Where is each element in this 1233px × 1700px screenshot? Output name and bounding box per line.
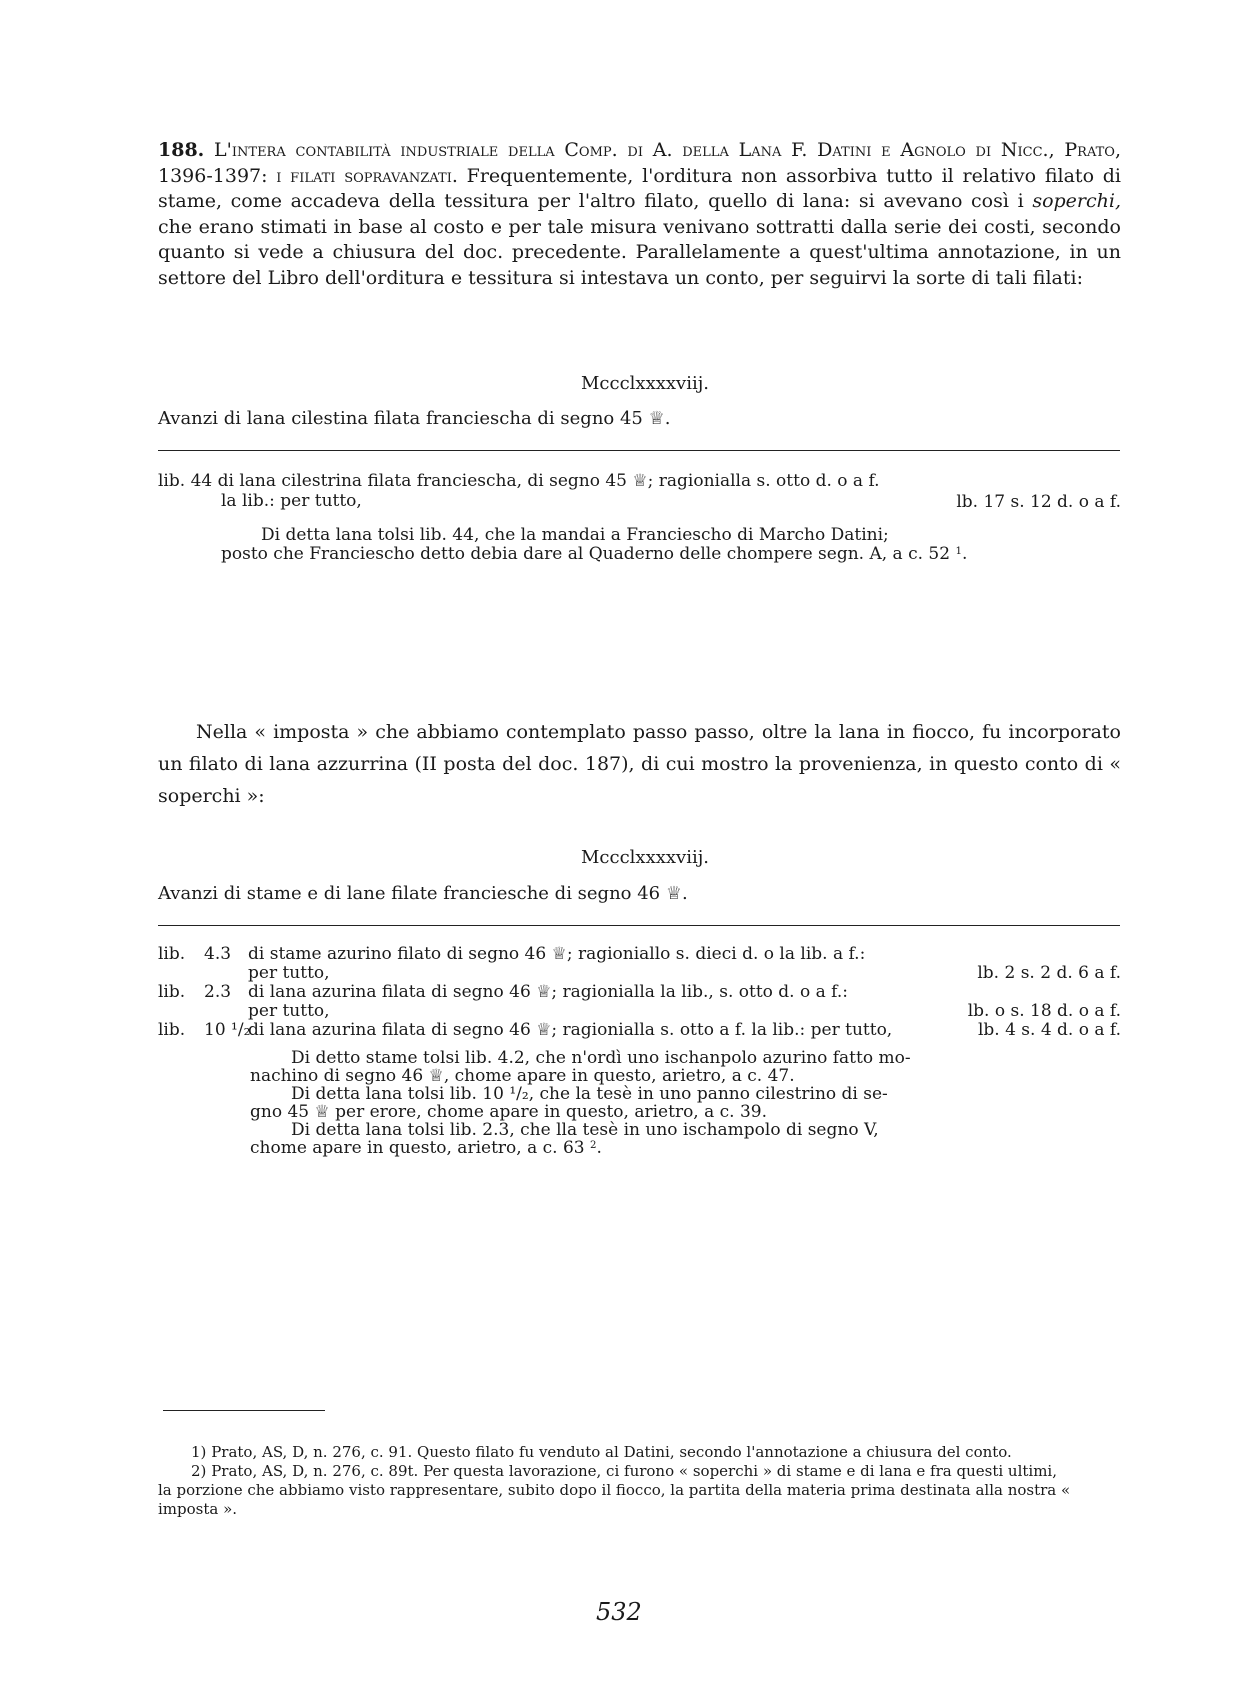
footnote-ref-2: 2 — [589, 1140, 597, 1152]
intro-text-a: Frequentemente, l'orditura non assorbiva tutto il relativo filato di stame, come accadeva della tessitura per l'altro filato, quello di lana: si avevano così i — [158, 164, 1121, 213]
account1-heading: Avanzi di lana cilestina filata franciescha di segno 45 ♕. — [158, 408, 671, 429]
account2-row1-desc: di stame azurino filato di segno 46 ♕; ragioniallo s. dieci d. o la lib. a f.: — [248, 944, 866, 964]
intro-text-b: che erano stimati in base al costo e per tale misura venivano sottratti dalla serie dei costi, secondo quanto si vede a chiusura del doc. precedente. Parallelamente a quest'ultima annotazione, in un settore del Libro dell'orditura e tessitura si intestava un conto, per seguirvi la sorte di tali filati: — [158, 215, 1121, 289]
account2-row1-total: lb. 2 s. 2 d. 6 a f. — [977, 963, 1121, 983]
footnote-2 — [191, 1462, 1121, 1481]
footnote-1-mark: 1) — [191, 1443, 207, 1461]
account2-row3-desc: di lana azurina filata di segno 46 ♕; ragionialla s. otto a f. la lib.: per tutto, — [248, 1020, 893, 1040]
footnote-separator — [163, 1410, 325, 1411]
document-number: 188. — [158, 139, 205, 161]
account2-row2-unit: lib. — [158, 982, 186, 1002]
account2-row1-cont: per tutto, — [248, 963, 330, 983]
account1-year: Mccclxxxxviij. — [581, 373, 710, 394]
middle-paragraph — [158, 716, 1121, 812]
intro-paragraph — [158, 138, 1121, 292]
account2-row3-qty: 10 ¹/₂ — [204, 1020, 251, 1040]
footnote-ref-1: 1 — [955, 546, 962, 558]
account2-row2-desc: di lana azurina filata di segno 46 ♕; ragionialla la lib., s. otto d. o a f.: — [248, 982, 848, 1002]
account2-note-line3: Di detta lana tolsi lib. 10 ¹/₂, che la tesè in uno panno cilestrino di se- — [291, 1084, 888, 1104]
page-number: 532 — [596, 1598, 642, 1626]
account1-entry-line1: lib. 44 di lana cilestrina filata franciescha, di segno 45 ♕; ragionialla s. otto d. o a f. — [158, 471, 880, 491]
intro-italic-word: soperchi, — [1032, 190, 1121, 213]
account2-row2-total: lb. o s. 18 d. o a f. — [967, 1001, 1121, 1021]
account2-row2-qty: 2.3 — [204, 982, 232, 1002]
account2-rule — [158, 925, 1120, 926]
footnote-2-mark: 2) — [191, 1462, 207, 1480]
account2-heading: Avanzi di stame e di lane filate franciesche di segno 46 ♕. — [158, 883, 688, 904]
footnote-2-text: Prato, AS, D, n. 276, c. 89t. Per questa lavorazione, ci furono « soperchi » di stame e di lana e fra questi ultimi, — [211, 1462, 1057, 1480]
account2-note-line2: nachino di segno 46 ♕, chome apare in questo, arietro, a c. 47. — [250, 1066, 795, 1086]
footnote-1 — [191, 1443, 1121, 1462]
account2-note-line6: chome apare in questo, arietro, a c. 63 $^2$. — [250, 1138, 602, 1158]
account1-note-line1: Di detta lana tolsi lib. 44, che la mandai a Franciescho di Marcho Datini; — [261, 525, 889, 545]
account2-note-line4: gno 45 ♕ per erore, chome apare in questo, arietro, a c. 39. — [250, 1102, 768, 1122]
account2-row3-total: lb. 4 s. 4 d. o a f. — [977, 1020, 1121, 1040]
account1-note-line2: posto che Franciescho detto debia dare al Quaderno delle chompere segn. A, a c. 52 $^1$. — [221, 544, 968, 564]
account2-row1-unit: lib. — [158, 944, 186, 964]
account1-entry-total: lb. 17 s. 12 d. o a f. — [956, 492, 1121, 512]
account2-row2-cont: per tutto, — [248, 1001, 330, 1021]
account2-note-line5: Di detta lana tolsi lib. 2.3, che lla tesè in uno ischampolo di segno V, — [291, 1120, 879, 1140]
footnote-1-text: Prato, AS, D, n. 276, c. 91. Questo filato fu venduto al Datini, secondo l'annotazione a chiusura del conto. — [211, 1443, 1012, 1461]
document-title: L'intera contabilità industriale della Comp. di A. della Lana F. Datini e Agnolo di Nicc., Prato, 1396-1397: i filati sopravanzati. — [158, 139, 1121, 187]
account1-rule — [158, 450, 1120, 451]
account2-row3-unit: lib. — [158, 1020, 186, 1040]
account2-row1-qty: 4.3 — [204, 944, 232, 964]
account2-note-line1: Di detto stame tolsi lib. 4.2, che n'ordì uno ischanpolo azurino fatto mo- — [291, 1048, 911, 1068]
account1-entry-line2: la lib.: per tutto, — [221, 491, 362, 511]
account2-year: Mccclxxxxviij. — [581, 847, 710, 868]
footnote-2-continued: la porzione che abbiamo visto rappresentare, subito dopo il fiocco, la partita della materia prima destinata alla nostra « imposta ». — [158, 1481, 1071, 1518]
middle-paragraph-text: Nella « imposta » che abbiamo contemplato passo passo, oltre la lana in fiocco, fu incorporato un filato di lana azzurrina (II posta del doc. 187), di cui mostro la provenienza, in questo conto di « soperchi »: — [158, 721, 1121, 807]
